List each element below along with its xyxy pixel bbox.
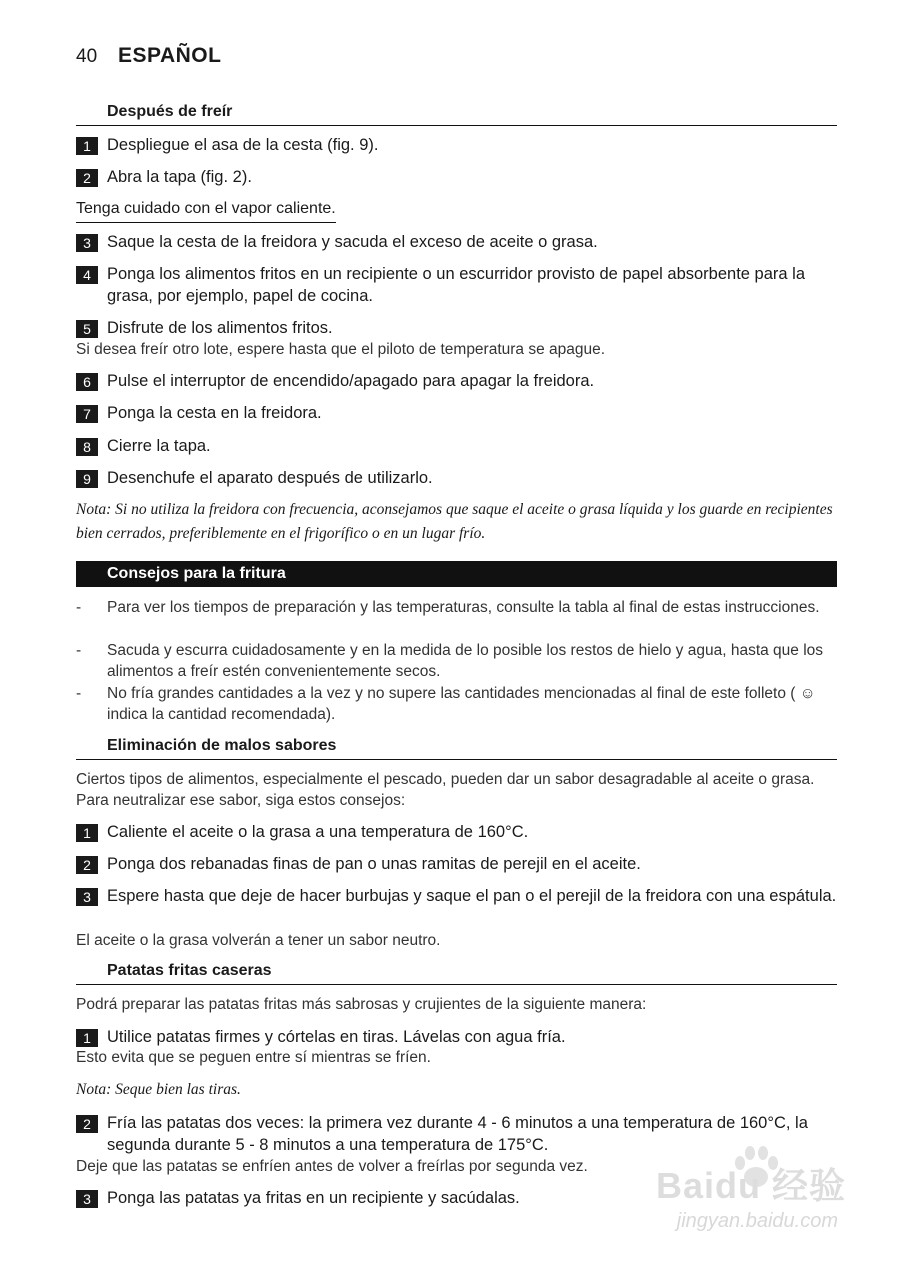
step-text: Desenchufe el aparato después de utilizarlo. xyxy=(107,469,433,487)
section-title: Después de freír xyxy=(107,103,233,120)
step-text: Disfrute de los alimentos fritos. xyxy=(107,319,333,337)
step-text: Utilice patatas firmes y córtelas en tiras. Lávelas con agua fría. xyxy=(107,1028,566,1046)
step-text: Abra la tapa (fig. 2). xyxy=(107,168,252,186)
step-number: 2 xyxy=(76,169,98,187)
step-text: Cierre la tapa. xyxy=(107,437,211,455)
page-number: 40 xyxy=(76,46,98,67)
bullet-text: Sacuda y escurra cuidadosamente y en la medida de lo posible los restos de hielo y agua, hasta que los alimentos a freír estén convenientemente secos. xyxy=(107,642,824,680)
step-number: 1 xyxy=(76,824,98,842)
section-title: Eliminación de malos sabores xyxy=(107,737,337,754)
step-number: 7 xyxy=(76,405,98,423)
step-number: 8 xyxy=(76,438,98,456)
bullet-dash: - xyxy=(76,599,82,616)
step-note: Esto evita que se peguen entre sí mientras se fríen. xyxy=(76,1049,431,1066)
watermark-url: jingyan.baidu.com xyxy=(676,1210,838,1232)
bullet-dash: - xyxy=(76,685,82,702)
watermark-brand: Baidu 经验 xyxy=(655,1165,846,1206)
step-note: Si desea freír otro lote, espere hasta que el piloto de temperatura se apague. xyxy=(76,341,606,358)
intro-text: Ciertos tipos de alimentos, especialmente el pescado, pueden dar un sabor desagradable al aceite o grasa. Para neutralizar ese sabor, siga estos consejos: xyxy=(76,771,815,809)
step-number: 1 xyxy=(76,1029,98,1047)
step-text: Ponga las patatas ya fritas en un recipiente y sacúdalas. xyxy=(107,1189,520,1207)
section-title: Patatas fritas caseras xyxy=(107,962,272,979)
note-text: Nota: Si no utiliza la freidora con frecuencia, aconsejamos que saque el aceite o grasa líquida y los guarde en recipientes bien cerrados, preferiblemente en el frigorífico o en un lugar frío. xyxy=(76,501,833,542)
result-text: El aceite o la grasa volverán a tener un sabor neutro. xyxy=(76,932,441,949)
bullet-dash: - xyxy=(76,642,82,659)
bullet-text: No fría grandes cantidades a la vez y no supere las cantidades mencionadas al final de este folleto ( ☺ indica la cantidad recomendada). xyxy=(107,685,816,723)
warning-text: Tenga cuidado con el vapor caliente. xyxy=(76,198,336,223)
bullet-text: Para ver los tiempos de preparación y las temperaturas, consulte la tabla al final de estas instrucciones. xyxy=(107,599,820,616)
step-text: Ponga la cesta en la freidora. xyxy=(107,404,322,422)
step-number: 1 xyxy=(76,137,98,155)
step-text: Despliegue el asa de la cesta (fig. 9). xyxy=(107,136,379,154)
section-heading-after-frying xyxy=(76,101,837,126)
section-title: Consejos para la fritura xyxy=(107,565,286,582)
step-number: 2 xyxy=(76,856,98,874)
step-number: 9 xyxy=(76,470,98,488)
step-text: Espere hasta que deje de hacer burbujas y saque el pan o el perejil de la freidora con una espátula. xyxy=(107,887,837,905)
step-text: Caliente el aceite o la grasa a una temperatura de 160°C. xyxy=(107,823,529,841)
step-text: Fría las patatas dos veces: la primera vez durante 4 - 6 minutos a una temperatura de 160°C, la segunda durante 5 - 8 minutos a una temperatura de 175°C. xyxy=(107,1114,808,1154)
step-text: Ponga los alimentos fritos en un recipiente o un escurridor provisto de papel absorbente para la grasa, por ejemplo, papel de cocina. xyxy=(107,265,806,305)
step-number: 2 xyxy=(76,1115,98,1133)
step-text: Pulse el interruptor de encendido/apagado para apagar la freidora. xyxy=(107,372,595,390)
step-number: 3 xyxy=(76,234,98,252)
page-title: ESPAÑOL xyxy=(118,44,222,67)
intro-text: Podrá preparar las patatas fritas más sabrosas y crujientes de la siguiente manera: xyxy=(76,996,647,1013)
section-heading-bad-taste xyxy=(76,735,837,760)
step-number: 3 xyxy=(76,1190,98,1208)
step-number: 6 xyxy=(76,373,98,391)
section-heading-fries xyxy=(76,960,837,985)
step-note: Deje que las patatas se enfríen antes de volver a freírlas por segunda vez. xyxy=(76,1158,588,1175)
step-text: Saque la cesta de la freidora y sacuda el exceso de aceite o grasa. xyxy=(107,233,598,251)
step-text: Ponga dos rebanadas finas de pan o unas ramitas de perejil en el aceite. xyxy=(107,855,641,873)
step-number: 4 xyxy=(76,266,98,284)
step-number: 5 xyxy=(76,320,98,338)
note-text: Nota: Seque bien las tiras. xyxy=(76,1081,241,1098)
section-heading-tips xyxy=(76,561,837,587)
step-number: 3 xyxy=(76,888,98,906)
